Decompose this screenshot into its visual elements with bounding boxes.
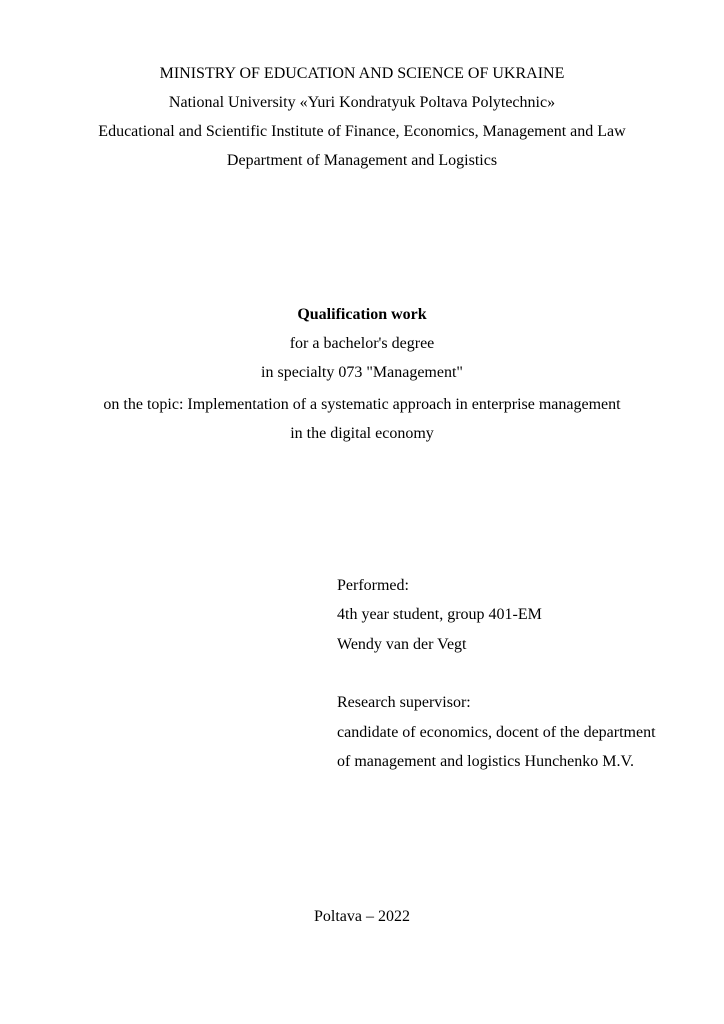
institute-name: Educational and Scientific Institute of Finance, Economics, Management and Law	[98, 123, 626, 140]
specialty-line: in specialty 073 "Management"	[261, 364, 463, 381]
performed-label: Performed:	[337, 577, 409, 594]
student-info: 4th year student, group 401-EM	[337, 606, 542, 623]
supervisor-label: Research supervisor:	[337, 694, 471, 711]
university-name: National University «Yuri Kondratyuk Poltava Polytechnic»	[168, 94, 556, 111]
degree-line: for a bachelor's degree	[289, 335, 435, 352]
supervisor-line-1: candidate of economics, docent of the department	[337, 724, 656, 741]
city-year: Poltava – 2022	[314, 908, 410, 925]
student-name: Wendy van der Vegt	[337, 636, 467, 653]
ministry-heading: MINISTRY OF EDUCATION AND SCIENCE OF UKRAINE	[159, 65, 565, 82]
supervisor-line-2: of management and logistics Hunchenko M.V.	[337, 753, 634, 770]
topic-line-2: in the digital economy	[290, 425, 434, 442]
work-title: Qualification work	[297, 306, 427, 323]
department-name: Department of Management and Logistics	[226, 152, 498, 169]
topic-line-1: on the topic: Implementation of a systematic approach in enterprise management	[103, 396, 621, 413]
